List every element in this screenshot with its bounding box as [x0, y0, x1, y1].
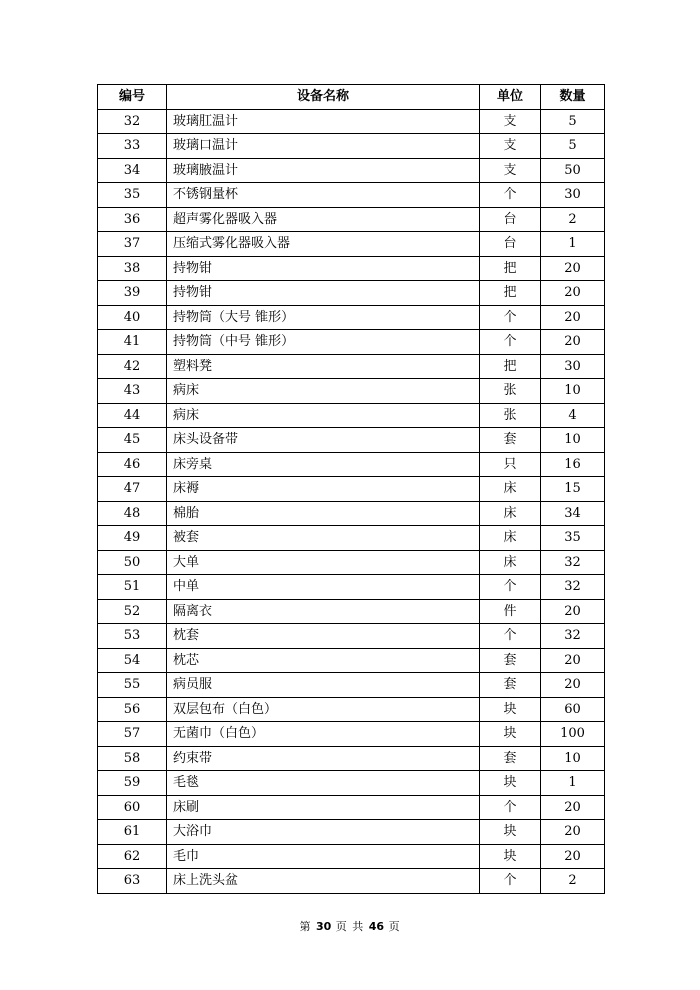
cell-unit: 床 [480, 477, 541, 502]
cell-equipment-name: 被套 [167, 526, 480, 551]
cell-number: 37 [98, 232, 167, 257]
table-row [98, 305, 605, 330]
table-row [98, 379, 605, 404]
cell-number: 55 [98, 673, 167, 698]
cell-equipment-name: 病床 [167, 379, 480, 404]
cell-unit: 张 [480, 379, 541, 404]
cell-number: 62 [98, 844, 167, 869]
table-row [98, 109, 605, 134]
cell-quantity: 4 [541, 403, 605, 428]
cell-unit: 块 [480, 844, 541, 869]
cell-number: 54 [98, 648, 167, 673]
cell-quantity: 2 [541, 869, 605, 894]
table-row [98, 158, 605, 183]
table-row [98, 746, 605, 771]
table-row [98, 354, 605, 379]
table-row [98, 599, 605, 624]
cell-number: 56 [98, 697, 167, 722]
cell-unit: 台 [480, 207, 541, 232]
cell-number: 50 [98, 550, 167, 575]
page-footer [0, 918, 700, 934]
cell-equipment-name: 枕套 [167, 624, 480, 649]
cell-quantity: 30 [541, 354, 605, 379]
cell-number: 59 [98, 771, 167, 796]
table-row [98, 281, 605, 306]
cell-unit: 个 [480, 869, 541, 894]
cell-unit: 套 [480, 746, 541, 771]
table-row [98, 869, 605, 894]
table-row [98, 844, 605, 869]
footer-middle: 页 共 [335, 920, 365, 933]
cell-unit: 床 [480, 550, 541, 575]
cell-number: 33 [98, 134, 167, 159]
cell-quantity: 32 [541, 575, 605, 600]
cell-unit: 个 [480, 795, 541, 820]
table-row [98, 477, 605, 502]
table-body [98, 109, 605, 893]
cell-number: 32 [98, 109, 167, 134]
cell-quantity: 10 [541, 428, 605, 453]
cell-quantity: 50 [541, 158, 605, 183]
cell-unit: 套 [480, 428, 541, 453]
cell-quantity: 20 [541, 281, 605, 306]
cell-unit: 台 [480, 232, 541, 257]
cell-number: 60 [98, 795, 167, 820]
cell-number: 51 [98, 575, 167, 600]
table-row [98, 183, 605, 208]
table-row [98, 428, 605, 453]
header-unit: 单位 [480, 85, 541, 110]
cell-equipment-name: 床头设备带 [167, 428, 480, 453]
cell-number: 44 [98, 403, 167, 428]
table-row [98, 526, 605, 551]
cell-unit: 套 [480, 673, 541, 698]
cell-number: 38 [98, 256, 167, 281]
cell-unit: 支 [480, 158, 541, 183]
cell-unit: 把 [480, 354, 541, 379]
cell-quantity: 15 [541, 477, 605, 502]
table-row [98, 771, 605, 796]
cell-equipment-name: 玻璃肛温计 [167, 109, 480, 134]
cell-quantity: 10 [541, 379, 605, 404]
cell-unit: 件 [480, 599, 541, 624]
cell-equipment-name: 持物钳 [167, 256, 480, 281]
cell-number: 36 [98, 207, 167, 232]
cell-equipment-name: 棉胎 [167, 501, 480, 526]
table-row [98, 697, 605, 722]
cell-quantity: 20 [541, 305, 605, 330]
cell-quantity: 20 [541, 648, 605, 673]
table-row [98, 134, 605, 159]
table-row [98, 795, 605, 820]
footer-prefix: 第 [299, 920, 312, 933]
cell-unit: 支 [480, 109, 541, 134]
cell-equipment-name: 玻璃腋温计 [167, 158, 480, 183]
cell-number: 43 [98, 379, 167, 404]
cell-equipment-name: 病员服 [167, 673, 480, 698]
cell-equipment-name: 超声雾化器吸入器 [167, 207, 480, 232]
table-row [98, 232, 605, 257]
cell-equipment-name: 大浴巾 [167, 820, 480, 845]
cell-unit: 块 [480, 771, 541, 796]
table-row [98, 648, 605, 673]
cell-quantity: 60 [541, 697, 605, 722]
cell-quantity: 1 [541, 232, 605, 257]
cell-unit: 个 [480, 183, 541, 208]
cell-unit: 套 [480, 648, 541, 673]
cell-unit: 块 [480, 722, 541, 747]
cell-quantity: 1 [541, 771, 605, 796]
cell-quantity: 20 [541, 599, 605, 624]
footer-suffix: 页 [388, 920, 401, 933]
cell-unit: 张 [480, 403, 541, 428]
cell-number: 49 [98, 526, 167, 551]
cell-number: 46 [98, 452, 167, 477]
cell-number: 34 [98, 158, 167, 183]
cell-number: 41 [98, 330, 167, 355]
cell-equipment-name: 压缩式雾化器吸入器 [167, 232, 480, 257]
cell-quantity: 16 [541, 452, 605, 477]
cell-equipment-name: 持物钳 [167, 281, 480, 306]
table-row [98, 722, 605, 747]
cell-unit: 个 [480, 624, 541, 649]
table-row [98, 550, 605, 575]
table-row [98, 207, 605, 232]
cell-unit: 块 [480, 697, 541, 722]
cell-quantity: 2 [541, 207, 605, 232]
cell-number: 63 [98, 869, 167, 894]
cell-equipment-name: 隔离衣 [167, 599, 480, 624]
cell-number: 53 [98, 624, 167, 649]
cell-number: 40 [98, 305, 167, 330]
cell-equipment-name: 持物筒（中号 锥形） [167, 330, 480, 355]
cell-equipment-name: 床旁桌 [167, 452, 480, 477]
cell-quantity: 20 [541, 820, 605, 845]
cell-quantity: 5 [541, 109, 605, 134]
cell-equipment-name: 大单 [167, 550, 480, 575]
cell-quantity: 35 [541, 526, 605, 551]
table-header-row [98, 85, 605, 110]
table-row [98, 575, 605, 600]
cell-equipment-name: 约束带 [167, 746, 480, 771]
cell-number: 52 [98, 599, 167, 624]
cell-quantity: 20 [541, 795, 605, 820]
cell-equipment-name: 双层包布（白色） [167, 697, 480, 722]
header-equipment-name: 设备名称 [167, 85, 480, 110]
cell-number: 39 [98, 281, 167, 306]
cell-quantity: 10 [541, 746, 605, 771]
cell-number: 47 [98, 477, 167, 502]
cell-unit: 支 [480, 134, 541, 159]
cell-unit: 把 [480, 256, 541, 281]
table-row [98, 673, 605, 698]
cell-equipment-name: 床褥 [167, 477, 480, 502]
cell-quantity: 20 [541, 673, 605, 698]
cell-equipment-name: 床上洗头盆 [167, 869, 480, 894]
cell-number: 61 [98, 820, 167, 845]
cell-equipment-name: 持物筒（大号 锥形） [167, 305, 480, 330]
cell-equipment-name: 无菌巾（白色） [167, 722, 480, 747]
cell-equipment-name: 毛巾 [167, 844, 480, 869]
cell-unit: 床 [480, 501, 541, 526]
cell-unit: 个 [480, 330, 541, 355]
table-row [98, 820, 605, 845]
cell-quantity: 100 [541, 722, 605, 747]
cell-unit: 个 [480, 575, 541, 600]
cell-number: 57 [98, 722, 167, 747]
table-row [98, 452, 605, 477]
cell-quantity: 30 [541, 183, 605, 208]
equipment-table [97, 84, 605, 894]
cell-equipment-name: 病床 [167, 403, 480, 428]
cell-equipment-name: 枕芯 [167, 648, 480, 673]
header-quantity: 数量 [541, 85, 605, 110]
cell-unit: 把 [480, 281, 541, 306]
cell-equipment-name: 毛毯 [167, 771, 480, 796]
cell-equipment-name: 塑料凳 [167, 354, 480, 379]
table-row [98, 624, 605, 649]
table-row [98, 403, 605, 428]
cell-quantity: 34 [541, 501, 605, 526]
cell-number: 35 [98, 183, 167, 208]
cell-equipment-name: 不锈钢量杯 [167, 183, 480, 208]
cell-quantity: 32 [541, 550, 605, 575]
cell-unit: 个 [480, 305, 541, 330]
cell-quantity: 20 [541, 256, 605, 281]
header-number: 编号 [98, 85, 167, 110]
table-row [98, 256, 605, 281]
cell-equipment-name: 床刷 [167, 795, 480, 820]
cell-number: 58 [98, 746, 167, 771]
cell-number: 45 [98, 428, 167, 453]
cell-unit: 块 [480, 820, 541, 845]
cell-number: 48 [98, 501, 167, 526]
cell-quantity: 5 [541, 134, 605, 159]
table-row [98, 330, 605, 355]
cell-quantity: 32 [541, 624, 605, 649]
cell-quantity: 20 [541, 844, 605, 869]
cell-quantity: 20 [541, 330, 605, 355]
footer-current-page: 30 [315, 920, 332, 933]
cell-unit: 只 [480, 452, 541, 477]
cell-equipment-name: 中单 [167, 575, 480, 600]
table-row [98, 501, 605, 526]
cell-unit: 床 [480, 526, 541, 551]
cell-equipment-name: 玻璃口温计 [167, 134, 480, 159]
cell-number: 42 [98, 354, 167, 379]
footer-total-pages: 46 [368, 920, 385, 933]
